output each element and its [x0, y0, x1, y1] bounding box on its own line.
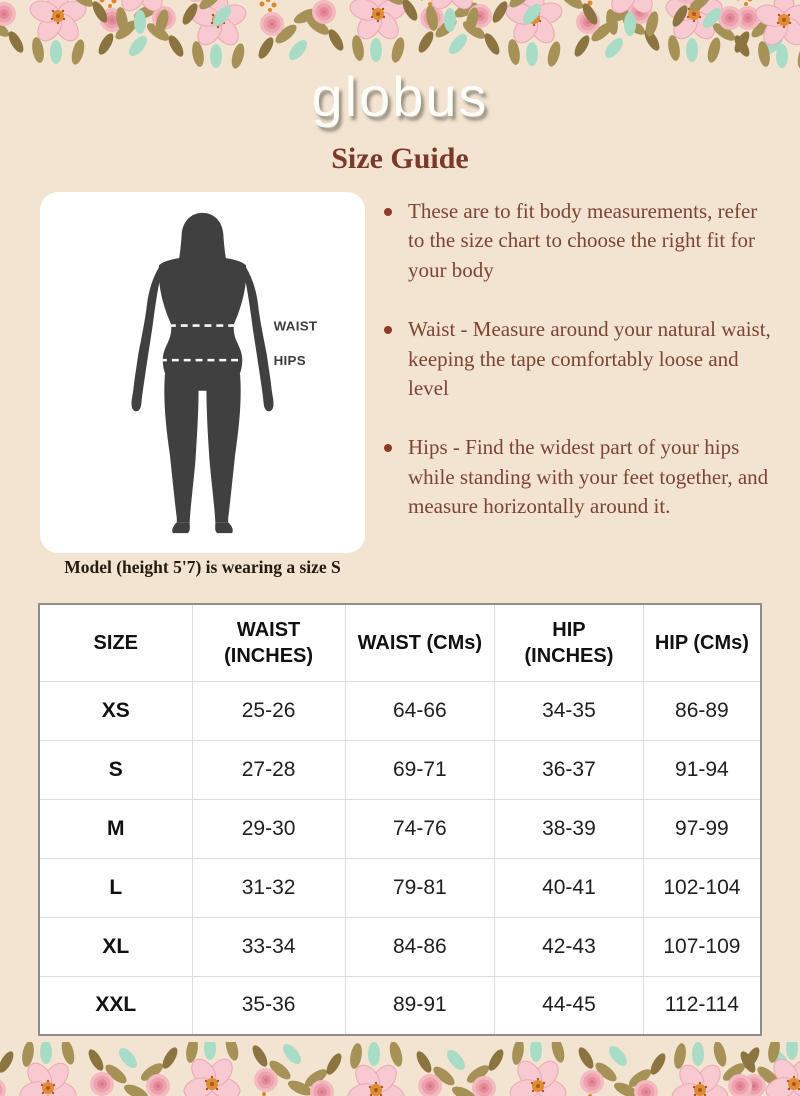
hip-inches-value: 36-37 — [495, 740, 644, 799]
waist-cms-value: 69-71 — [345, 740, 494, 799]
size-row-xl — [39, 917, 761, 976]
col-header-hip-inches: HIP (INCHES) — [495, 604, 644, 681]
size-value: XXL — [39, 976, 192, 1035]
model-caption: Model (height 5'7) is wearing a size S — [64, 557, 341, 577]
waist-inches-value: 31-32 — [192, 858, 345, 917]
page-title: Size Guide — [331, 142, 469, 175]
size-row-xxl — [39, 976, 761, 1035]
size-row-l — [39, 858, 761, 917]
tip-fit-body — [384, 197, 776, 285]
tip-hips — [384, 433, 776, 521]
waist-inches-value: 33-34 — [192, 917, 345, 976]
bottom-floral-border — [0, 1042, 800, 1096]
hip-cms-value: 107-109 — [643, 917, 761, 976]
hip-cms-value: 112-114 — [643, 976, 761, 1035]
top-floral-border — [0, 0, 800, 72]
measurement-tips-list — [384, 197, 776, 552]
size-row-m — [39, 799, 761, 858]
bullet-icon — [384, 326, 392, 334]
waist-cms-value: 79-81 — [345, 858, 494, 917]
waist-cms-value: 64-66 — [345, 681, 494, 740]
hip-cms-value: 86-89 — [643, 681, 761, 740]
size-row-s — [39, 740, 761, 799]
waist-label: WAIST — [273, 318, 318, 334]
size-chart-table — [38, 603, 762, 1036]
tip-text: These are to fit body measurements, refer to the size chart to choose the right fit for your body — [408, 199, 758, 282]
waist-inches-value: 29-30 — [192, 799, 345, 858]
female-body-silhouette-icon — [131, 213, 273, 533]
hip-cms-value: 91-94 — [643, 740, 761, 799]
brand-logo: globus — [311, 65, 489, 128]
hip-cms-value: 102-104 — [643, 858, 761, 917]
col-header-waist-inches: WAIST (INCHES) — [192, 604, 345, 681]
hip-inches-value: 42-43 — [495, 917, 644, 976]
size-value: XS — [39, 681, 192, 740]
hips-label: HIPS — [273, 353, 306, 369]
waist-inches-value: 27-28 — [192, 740, 345, 799]
hip-inches-value: 34-35 — [495, 681, 644, 740]
size-chart-header-row — [39, 604, 761, 681]
size-value: M — [39, 799, 192, 858]
hip-inches-value: 40-41 — [495, 858, 644, 917]
col-header-hip-cms: HIP (CMs) — [643, 604, 761, 681]
tip-text: Hips - Find the widest part of your hips while standing with your feet together, and measure horizontally around it. — [408, 435, 769, 519]
col-header-waist-cms: WAIST (CMs) — [345, 604, 494, 681]
model-measurement-card — [40, 192, 365, 553]
col-header-size: SIZE — [39, 604, 192, 681]
waist-cms-value: 89-91 — [345, 976, 494, 1035]
waist-inches-value: 25-26 — [192, 681, 345, 740]
waist-cms-value: 74-76 — [345, 799, 494, 858]
tip-text: Waist - Measure around your natural waist, keeping the tape comfortably loose and level — [408, 317, 771, 400]
bullet-icon — [384, 444, 392, 452]
waist-inches-value: 35-36 — [192, 976, 345, 1035]
hip-cms-value: 97-99 — [643, 799, 761, 858]
waist-cms-value: 84-86 — [345, 917, 494, 976]
tip-waist — [384, 315, 776, 403]
body-silhouette-diagram — [40, 204, 365, 540]
size-value: S — [39, 740, 192, 799]
hip-inches-value: 44-45 — [495, 976, 644, 1035]
size-value: XL — [39, 917, 192, 976]
bullet-icon — [384, 208, 392, 216]
hip-inches-value: 38-39 — [495, 799, 644, 858]
size-row-xs — [39, 681, 761, 740]
size-value: L — [39, 858, 192, 917]
